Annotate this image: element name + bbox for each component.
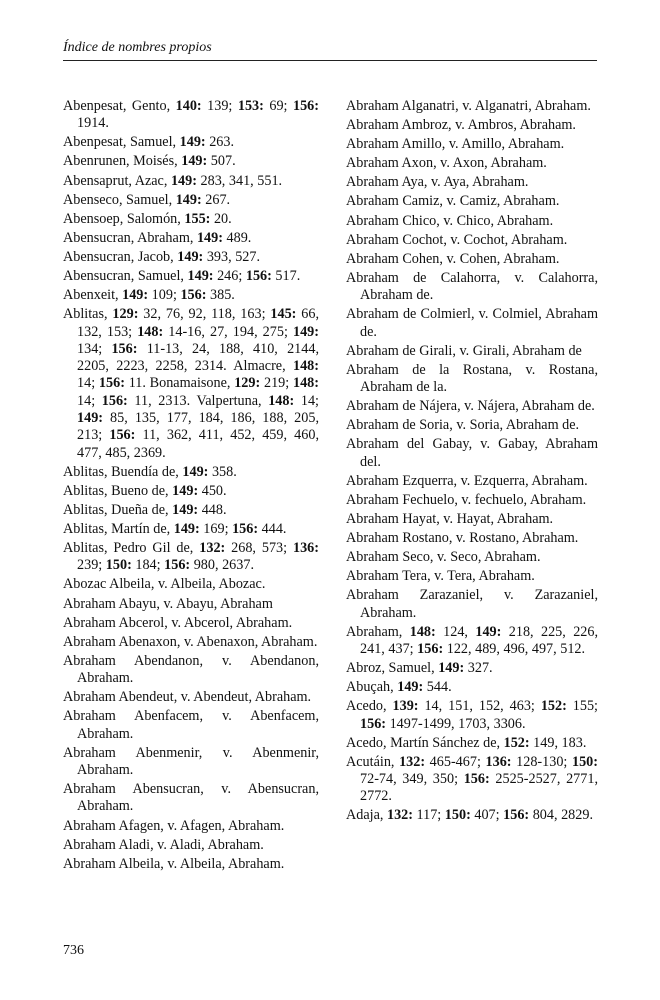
index-entry: Abraham Cochot, v. Cochot, Abraham. bbox=[346, 231, 568, 248]
index-entry: Abuçah, 149: 544. bbox=[346, 679, 452, 696]
index-entry: Abraham Axon, v. Axon, Abraham. bbox=[346, 155, 547, 172]
index-entry: Abraham Zarazaniel, v. Zarazaniel, Abraham. bbox=[346, 587, 598, 621]
index-entry: Abraham Rostano, v. Rostano, Abraham. bbox=[346, 529, 579, 546]
index-entry: Adaja, 132: 117; 150: 407; 156: 804, 2829. bbox=[346, 807, 593, 824]
index-entry: Abraham, 148: 124, 149: 218, 225, 226, 241, 437; 156: 122, 489, 496, 497, 512. bbox=[346, 623, 599, 657]
index-entry: Abenxeit, 149: 109; 156: 385. bbox=[63, 287, 235, 304]
index-entry: Abraham Afagen, v. Afagen, Abraham. bbox=[63, 817, 285, 834]
index-entry: Ablitas, Pedro Gil de, 132: 268, 573; 136: 239; 150: 184; 156: 980, 2637. bbox=[63, 540, 319, 574]
index-entry: Abraham Abayu, v. Abayu, Abraham bbox=[63, 595, 273, 612]
index-entry: Abraham Fechuelo, v. fechuelo, Abraham. bbox=[346, 491, 587, 508]
index-entry: Abraham Tera, v. Tera, Abraham. bbox=[346, 568, 535, 585]
index-entry: Abraham Abensucran, v. Abensucran, Abraham. bbox=[63, 781, 319, 815]
index-entry: Abraham Abenaxon, v. Abenaxon, Abraham. bbox=[63, 633, 318, 650]
left-column bbox=[63, 98, 319, 875]
index-entry: Abraham Abcerol, v. Abcerol, Abraham. bbox=[63, 614, 293, 631]
index-entry: Abensucran, Jacob, 149: 393, 527. bbox=[63, 248, 261, 265]
index-entry: Ablitas, Bueno de, 149: 450. bbox=[63, 482, 227, 499]
index-entry: Abraham de Girali, v. Girali, Abraham de bbox=[346, 342, 582, 359]
index-entry: Abensoep, Salomón, 155: 20. bbox=[63, 210, 232, 227]
index-entry: Abraham Albeila, v. Albeila, Abraham. bbox=[63, 855, 285, 872]
index-entry: Abraham Amillo, v. Amillo, Abraham. bbox=[346, 136, 565, 153]
index-entry: Abraham de Calahorra, v. Calahorra, Abraham de. bbox=[346, 269, 598, 304]
index-entry: Acedo, Martín Sánchez de, 152: 149, 183. bbox=[346, 734, 587, 751]
index-entry: Acedo, 139: 14, 151, 152, 463; 152: 155; 156: 1497-1499, 1703, 3306. bbox=[346, 698, 598, 732]
right-column bbox=[346, 98, 598, 826]
index-entry: Ablitas, Dueña de, 149: 448. bbox=[63, 501, 227, 518]
index-entry: Ablitas, Martín de, 149: 169; 156: 444. bbox=[63, 520, 287, 537]
header-rule bbox=[63, 60, 597, 61]
index-entry: Acutáin, 132: 465-467; 136: 128-130; 150: 72-74, 349, 350; 156: 2525-2527, 2771, 2772. bbox=[346, 753, 598, 805]
index-entry: Abraham Abenmenir, v. Abenmenir, Abraham. bbox=[63, 744, 319, 779]
index-entry: Abraham de la Rostana, v. Rostana, Abraham de la. bbox=[346, 361, 598, 396]
index-entry: Abraham Alganatri, v. Alganatri, Abraham. bbox=[346, 98, 591, 114]
index-entry: Abraham de Soria, v. Soria, Abraham de. bbox=[346, 417, 580, 434]
index-entry: Abroz, Samuel, 149: 327. bbox=[346, 660, 493, 677]
index-entry: Abensucran, Samuel, 149: 246; 156: 517. bbox=[63, 268, 301, 285]
index-entry: Abraham Ezquerra, v. Ezquerra, Abraham. bbox=[346, 472, 588, 489]
index-entry: Abraham de Nájera, v. Nájera, Abraham de. bbox=[346, 398, 595, 415]
index-entry: Abraham de Colmierl, v. Colmiel, Abraham de. bbox=[346, 306, 598, 340]
index-entry: Abenpesat, Samuel, 149: 263. bbox=[63, 134, 235, 151]
index-entry: Ablitas, Buendía de, 149: 358. bbox=[63, 463, 237, 480]
index-entry: Abraham Aya, v. Aya, Abraham. bbox=[346, 174, 529, 191]
index-entry: Abraham Hayat, v. Hayat, Abraham. bbox=[346, 510, 554, 527]
index-entry: Abenpesat, Gento, 140: 139; 153: 69; 156: 1914. bbox=[63, 98, 319, 132]
running-head: Índice de nombres propios bbox=[63, 40, 212, 55]
index-entry: Abraham Aladi, v. Aladi, Abraham. bbox=[63, 836, 264, 853]
index-entry: Abraham Camiz, v. Camiz, Abraham. bbox=[346, 193, 560, 210]
index-entry: Abozac Albeila, v. Albeila, Abozac. bbox=[63, 576, 266, 593]
index-entry: Abensucran, Abraham, 149: 489. bbox=[63, 229, 252, 246]
index-entry: Abraham Chico, v. Chico, Abraham. bbox=[346, 212, 554, 229]
index-entry: Abraham Abenfacem, v. Abenfacem, Abraham. bbox=[63, 708, 319, 742]
index-entry: Abenrunen, Moisés, 149: 507. bbox=[63, 153, 236, 170]
index-entry: Abraham Abendeut, v. Abendeut, Abraham. bbox=[63, 689, 312, 706]
index-entry: Abraham Cohen, v. Cohen, Abraham. bbox=[346, 250, 560, 267]
index-entry: Ablitas, 129: 32, 76, 92, 118, 163; 145: 66, 132, 153; 148: 14-16, 27, 194, 275; 149: 134; 156: 11-13, 24, 188, 410, 2144, 2205, 2223, 2258, 2314. Almacre, 148: 14; 156: 11. Bonamaisone, 129: 219; 148: 14; 156: 11, 2313. Valpertuna, 148: 14; 149: 85, 135, 177, 184, 186, 188, 205, 213; 156: 11, 362, 411, 452, 459, 460, 477, 485, 2369. bbox=[63, 306, 320, 461]
index-entry: Abensaprut, Azac, 149: 283, 341, 551. bbox=[63, 172, 283, 189]
index-entry: Abraham Ambroz, v. Ambros, Abraham. bbox=[346, 117, 576, 134]
index-entry: Abenseco, Samuel, 149: 267. bbox=[63, 191, 231, 208]
page-number: 736 bbox=[63, 943, 84, 958]
index-entry: Abraham Abendanon, v. Abendanon, Abraham. bbox=[63, 652, 319, 687]
index-entry: Abraham Seco, v. Seco, Abraham. bbox=[346, 549, 541, 566]
index-entry: Abraham del Gabay, v. Gabay, Abraham del. bbox=[346, 436, 598, 470]
